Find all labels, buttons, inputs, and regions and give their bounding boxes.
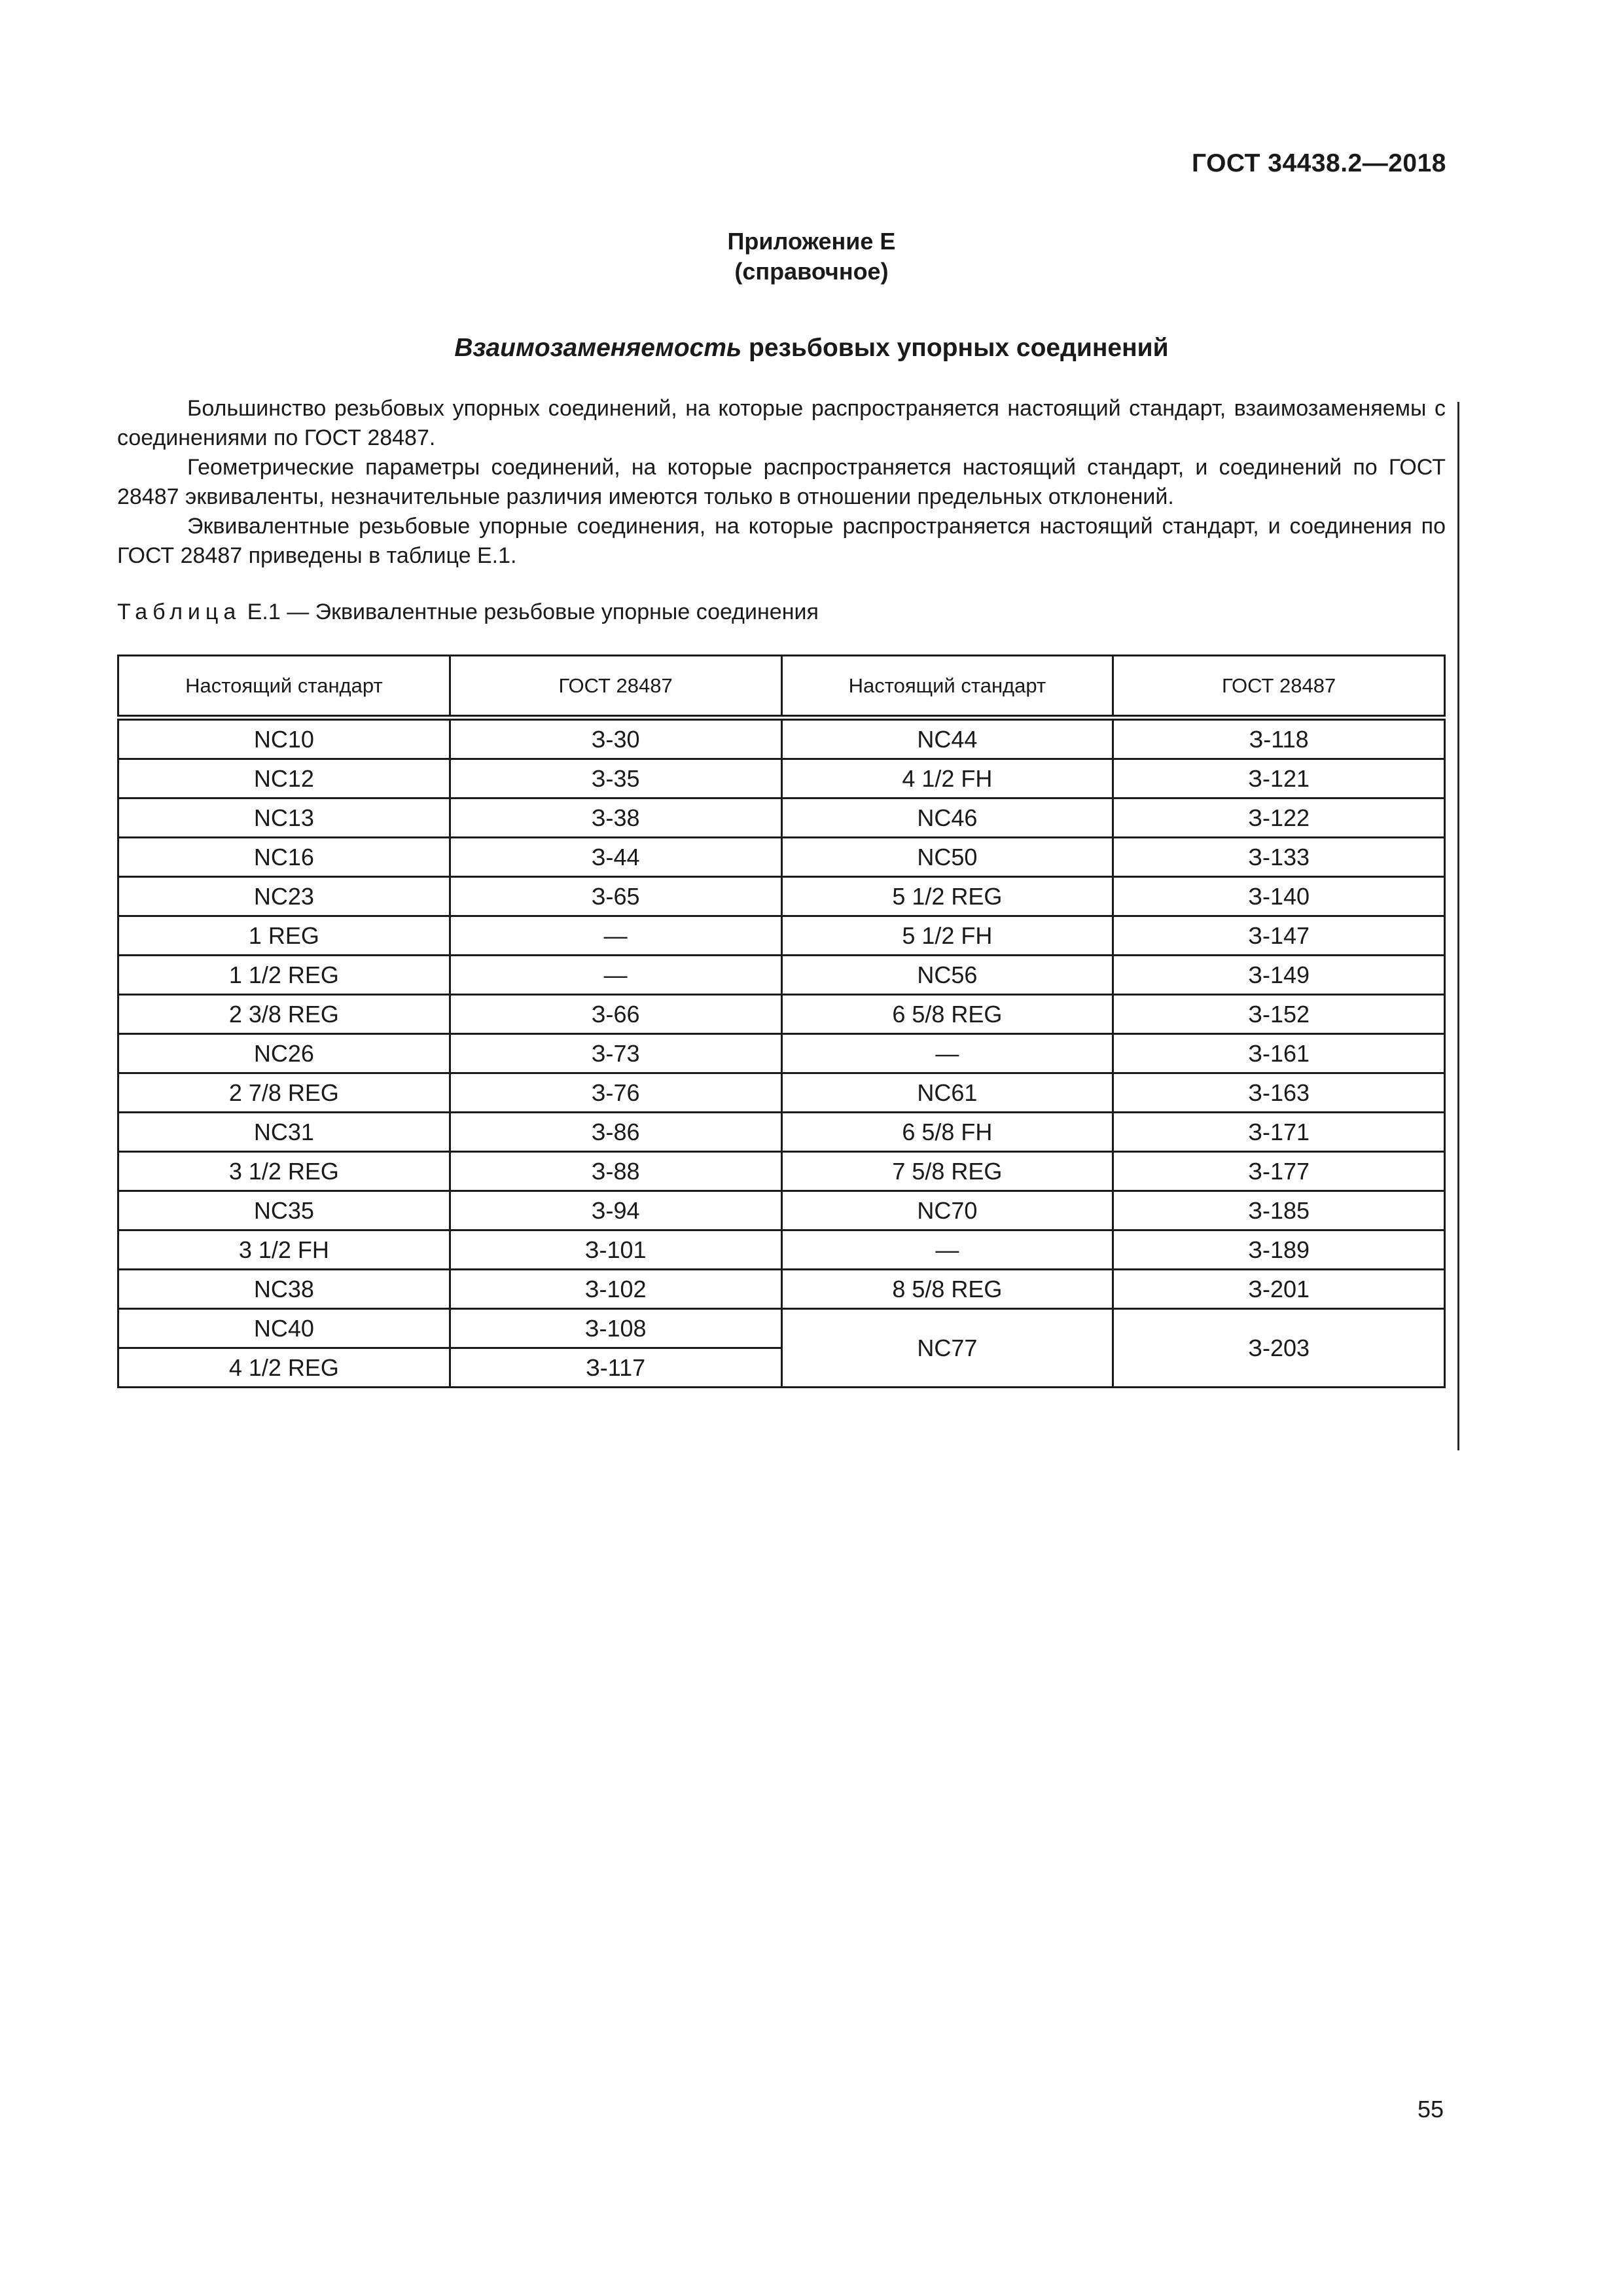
table-cell: З-66 — [450, 995, 781, 1034]
table-cell: 6 5/8 REG — [781, 995, 1113, 1034]
table-caption-prefix: Таблица — [117, 600, 241, 624]
table-row — [118, 995, 1445, 1034]
table-cell: NC40 — [118, 1309, 450, 1348]
table-cell: З-117 — [450, 1348, 781, 1388]
table-row — [118, 759, 1445, 798]
section-heading — [0, 334, 1623, 363]
table-cell: NC10 — [118, 718, 450, 759]
table-row — [118, 1152, 1445, 1191]
table-cell: З-35 — [450, 759, 781, 798]
table-cell: NC56 — [781, 956, 1113, 995]
appendix-subtitle: (справочное) — [734, 258, 889, 285]
table-cell: З-30 — [450, 718, 781, 759]
table-cell: NC23 — [118, 877, 450, 916]
table-cell: NC61 — [781, 1073, 1113, 1113]
table-cell: NC35 — [118, 1191, 450, 1230]
table-cell: 6 5/8 FH — [781, 1113, 1113, 1152]
table-cell: З-73 — [450, 1034, 781, 1073]
paragraph: Геометрические параметры соединений, на которые распространяется настоящий стандарт, и соединений по ГОСТ 28487 эквиваленты, незначительные различия имеются только в отношении предельных отклонений. — [117, 455, 1446, 509]
table-cell: З-147 — [1113, 916, 1445, 956]
table-row — [118, 838, 1445, 877]
table-cell: З-171 — [1113, 1113, 1445, 1152]
table-cell: 3 1/2 REG — [118, 1152, 450, 1191]
body-text — [117, 394, 1446, 571]
table-cell: — — [781, 1230, 1113, 1270]
table-cell: З-94 — [450, 1191, 781, 1230]
table-row — [118, 956, 1445, 995]
table-caption-text: Е.1 — Эквивалентные резьбовые упорные соединения — [241, 600, 819, 624]
header-cell: ГОСТ 28487 — [450, 656, 781, 718]
revision-bar — [1457, 402, 1459, 1450]
table-cell: 5 1/2 REG — [781, 877, 1113, 916]
table-cell: NC31 — [118, 1113, 450, 1152]
table-row — [118, 1270, 1445, 1309]
table-cell: — — [781, 1034, 1113, 1073]
table-cell: З-108 — [450, 1309, 781, 1348]
table-cell: З-161 — [1113, 1034, 1445, 1073]
table-cell: NC12 — [118, 759, 450, 798]
table-cell: З-189 — [1113, 1230, 1445, 1270]
table-cell: З-149 — [1113, 956, 1445, 995]
table-cell: NC46 — [781, 798, 1113, 838]
header-cell: Настоящий стандарт — [118, 656, 450, 718]
table-cell-merged: NC77 — [781, 1309, 1113, 1388]
table-cell: З-102 — [450, 1270, 781, 1309]
table-cell: 3 1/2 FH — [118, 1230, 450, 1270]
table-cell: — — [450, 916, 781, 956]
table-row — [118, 1191, 1445, 1230]
table-cell: З-44 — [450, 838, 781, 877]
paragraph: Большинство резьбовых упорных соединений, на которые распространяется настоящий стандарт, взаимозаменяемы с соединениями по ГОСТ 28487. — [117, 396, 1446, 450]
table-cell: З-122 — [1113, 798, 1445, 838]
table-cell-merged: З-203 — [1113, 1309, 1445, 1388]
equivalence-table — [117, 655, 1446, 1388]
table-cell: 2 3/8 REG — [118, 995, 450, 1034]
table-cell: З-118 — [1113, 718, 1445, 759]
header-cell: ГОСТ 28487 — [1113, 656, 1445, 718]
table-cell: З-86 — [450, 1113, 781, 1152]
table-cell: З-163 — [1113, 1073, 1445, 1113]
table-cell: 1 1/2 REG — [118, 956, 450, 995]
table-cell: 5 1/2 FH — [781, 916, 1113, 956]
table-cell: NC38 — [118, 1270, 450, 1309]
table-row — [118, 1034, 1445, 1073]
section-heading-rest: резьбовых упорных соединений — [741, 334, 1169, 362]
paragraph: Эквивалентные резьбовые упорные соединения, на которые распространяется настоящий стандарт, и соединения по ГОСТ 28487 приведены в таблице Е.1. — [117, 514, 1446, 568]
appendix-title-block — [0, 226, 1623, 287]
section-heading-italic: Взаимозаменяемость — [454, 334, 742, 362]
table-row — [118, 718, 1445, 759]
table-cell: NC44 — [781, 718, 1113, 759]
table-row — [118, 1073, 1445, 1113]
header-cell: Настоящий стандарт — [781, 656, 1113, 718]
table-cell: 8 5/8 REG — [781, 1270, 1113, 1309]
table-cell: З-101 — [450, 1230, 781, 1270]
table-cell: З-201 — [1113, 1270, 1445, 1309]
table-cell: NC13 — [118, 798, 450, 838]
table-cell: — — [450, 956, 781, 995]
table-cell: З-88 — [450, 1152, 781, 1191]
table-cell: З-65 — [450, 877, 781, 916]
table-cell: NC26 — [118, 1034, 450, 1073]
table-cell: 2 7/8 REG — [118, 1073, 450, 1113]
table-cell: 7 5/8 REG — [781, 1152, 1113, 1191]
table-caption — [117, 600, 819, 625]
appendix-title: Приложение Е — [727, 228, 896, 255]
table-cell: З-177 — [1113, 1152, 1445, 1191]
document-code: ГОСТ 34438.2—2018 — [1191, 149, 1446, 177]
table-cell: З-133 — [1113, 838, 1445, 877]
table-cell: З-152 — [1113, 995, 1445, 1034]
table-row — [118, 798, 1445, 838]
table-cell: 1 REG — [118, 916, 450, 956]
table-cell: З-185 — [1113, 1191, 1445, 1230]
table-cell: NC70 — [781, 1191, 1113, 1230]
table-row — [118, 1113, 1445, 1152]
table-cell: З-121 — [1113, 759, 1445, 798]
table-row — [118, 1309, 1445, 1348]
table-row — [118, 1230, 1445, 1270]
table-header-row — [118, 656, 1445, 718]
table-cell: З-38 — [450, 798, 781, 838]
table-cell: NC50 — [781, 838, 1113, 877]
table-cell: 4 1/2 FH — [781, 759, 1113, 798]
table-cell: 4 1/2 REG — [118, 1348, 450, 1388]
table-row — [118, 916, 1445, 956]
page-number: 55 — [1417, 2096, 1444, 2123]
table-cell: З-140 — [1113, 877, 1445, 916]
table-cell: З-76 — [450, 1073, 781, 1113]
table-row — [118, 877, 1445, 916]
table-cell: NC16 — [118, 838, 450, 877]
